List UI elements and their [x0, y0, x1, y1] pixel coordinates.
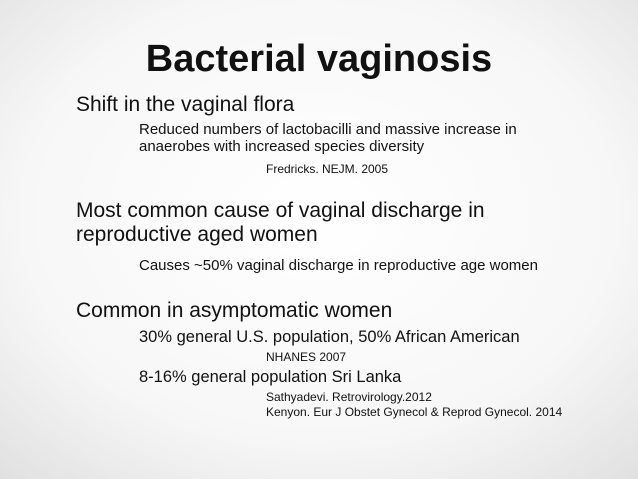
section2-detail: Causes ~50% vaginal discharge in reproductive age women [139, 257, 538, 274]
section3-point1: 30% general U.S. population, 50% African American [139, 328, 520, 346]
section3-heading: Common in asymptomatic women [76, 299, 393, 322]
section1-detail-line2: anaerobes with increased species diversity [139, 138, 425, 155]
section3-point1-reference: NHANES 2007 [266, 350, 347, 364]
section1-detail-line1: Reduced numbers of lactobacilli and massive increase in [139, 121, 517, 138]
section1-heading: Shift in the vaginal flora [76, 93, 295, 116]
section2-heading-line2: reproductive aged women [76, 223, 318, 246]
section3-point2-reference2: Kenyon. Eur J Obstet Gynecol & Reprod Gynecol. 2014 [266, 405, 563, 419]
slide-title: Bacterial vaginosis [145, 38, 493, 80]
section3-point2-reference1: Sathyadevi. Retrovirology.2012 [266, 390, 432, 404]
section1-reference: Fredricks. NEJM. 2005 [266, 162, 389, 176]
section3-point2: 8-16% general population Sri Lanka [139, 368, 402, 386]
section2-heading-line1: Most common cause of vaginal discharge in [76, 199, 485, 222]
